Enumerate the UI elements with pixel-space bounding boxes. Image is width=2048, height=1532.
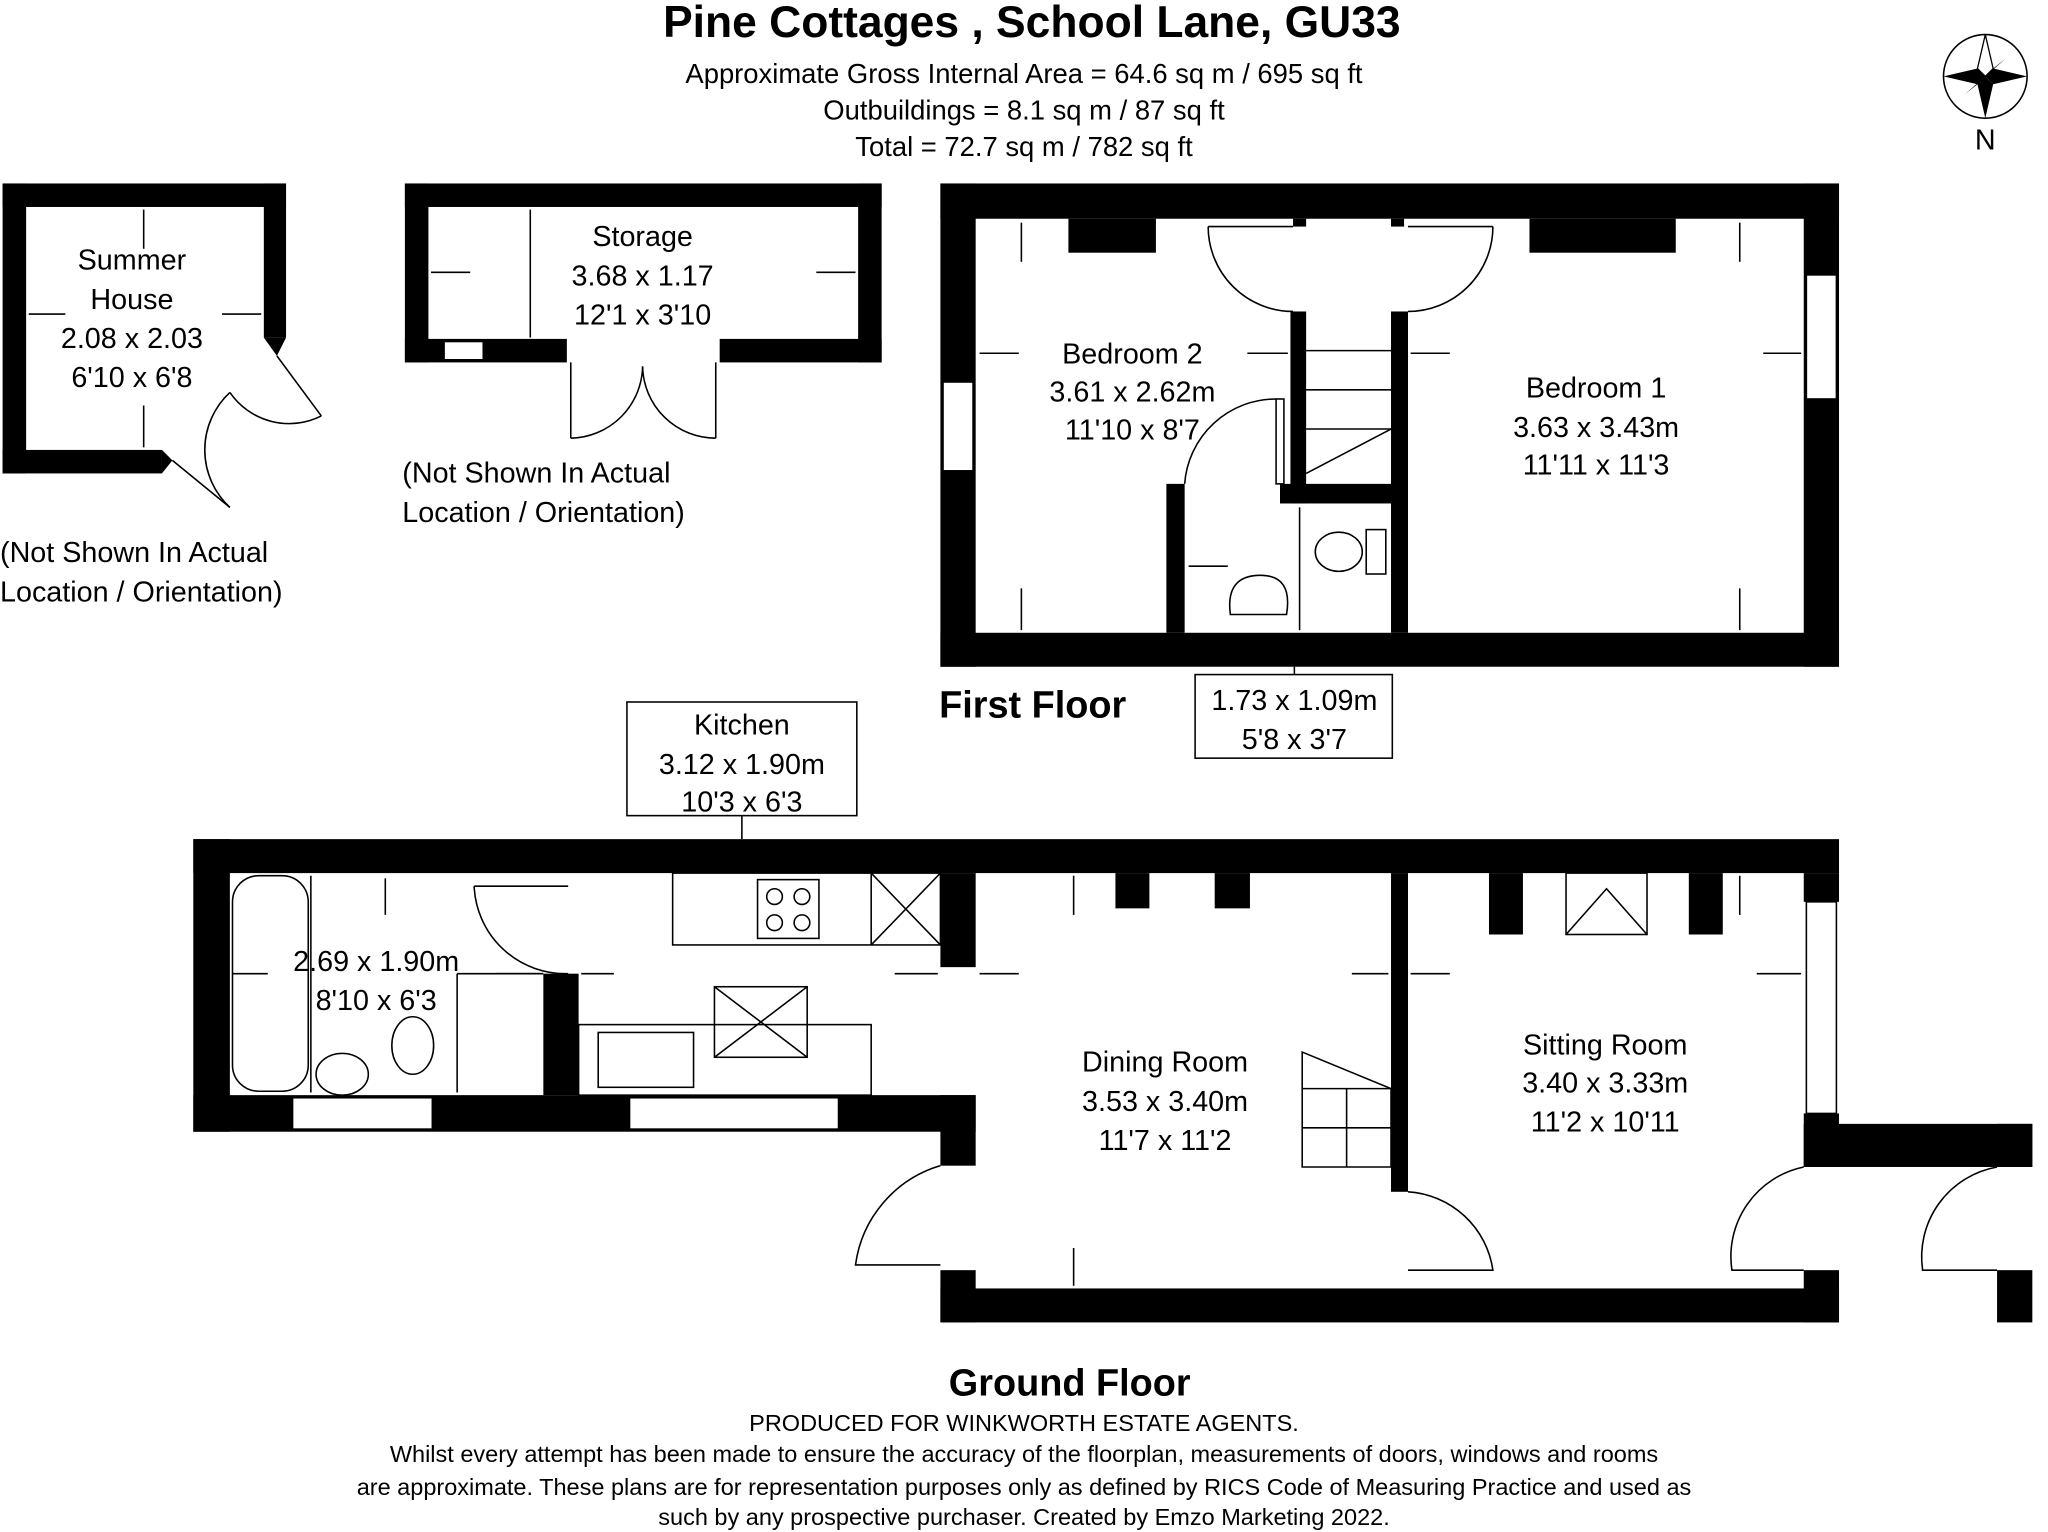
ground-floor-walls [193,839,2032,1322]
ground-bathroom-imperial: 8'10 x 6'3 [315,985,437,1018]
sitting-room-metric: 3.40 x 3.33m [1522,1067,1689,1100]
compass-icon [1944,35,2028,119]
storage-imperial: 12'1 x 3'10 [574,299,712,332]
first-floor-bathroom-imperial: 5'8 x 3'7 [1241,724,1347,757]
bedroom-2-imperial: 11'10 x 8'7 [1064,414,1200,447]
bedroom-2-metric: 3.61 x 2.62m [1049,376,1216,409]
summer-house-note: (Not Shown In Actual [0,537,269,570]
dining-room-imperial: 11'7 x 11'2 [1098,1124,1232,1157]
compass-north-label: N [1974,124,1996,157]
kitchen-name: Kitchen [693,709,790,742]
storage-note: (Not Shown In Actual [402,457,671,490]
total-area: Total = 72.7 sq m / 782 sq ft [855,131,1193,163]
footer-disclaimer-1: Whilst every attempt has been made to ensure the accuracy of the floorplan, measurements of doors, windows and rooms [389,1441,1659,1468]
summer-house-note-2: Location / Orientation) [0,576,283,609]
summer-house-imperial: 6'10 x 6'8 [71,362,193,395]
page-title: Pine Cottages , School Lane, GU33 [663,0,1401,48]
dining-room-metric: 3.53 x 3.40m [1082,1085,1249,1118]
outbuildings-area: Outbuildings = 8.1 sq m / 87 sq ft [823,94,1225,126]
storage-metric: 3.68 x 1.17 [571,260,714,293]
kitchen-metric: 3.12 x 1.90m [658,748,825,781]
footer-disclaimer-3: such by any prospective purchaser. Created by Emzo Marketing 2022. [658,1503,1390,1530]
storage-name: Storage [592,221,693,254]
bedroom-1-name: Bedroom 1 [1525,372,1667,405]
footer-disclaimer-2: are approximate. These plans are for representation purposes only as defined by RICS Code of Measuring Practice and used as [356,1473,1692,1500]
bedroom-1-imperial: 11'11 x 11'3 [1522,449,1670,482]
first-floor-label: First Floor [939,684,1127,727]
summer-house-name: Summer [77,244,187,277]
gross-area: Approximate Gross Internal Area = 64.6 sq m / 695 sq ft [685,57,1363,89]
first-floor-bathroom-metric: 1.73 x 1.09m [1211,684,1378,717]
ground-bathroom-metric: 2.69 x 1.90m [293,946,460,979]
kitchen-imperial: 10'3 x 6'3 [681,786,803,819]
bedroom-1-metric: 3.63 x 3.43m [1513,411,1680,444]
footer-produced: PRODUCED FOR WINKWORTH ESTATE AGENTS. [749,1409,1299,1436]
bedroom-2-name: Bedroom 2 [1062,338,1203,371]
sitting-room-name: Sitting Room [1523,1029,1688,1062]
summer-house-name-2: House [90,283,174,316]
dining-room-name: Dining Room [1082,1046,1249,1079]
summer-house-metric: 2.08 x 2.03 [60,323,203,356]
storage-note-2: Location / Orientation) [402,496,685,529]
ground-floor-label: Ground Floor [948,1362,1191,1405]
sitting-room-imperial: 11'2 x 10'11 [1530,1106,1680,1139]
